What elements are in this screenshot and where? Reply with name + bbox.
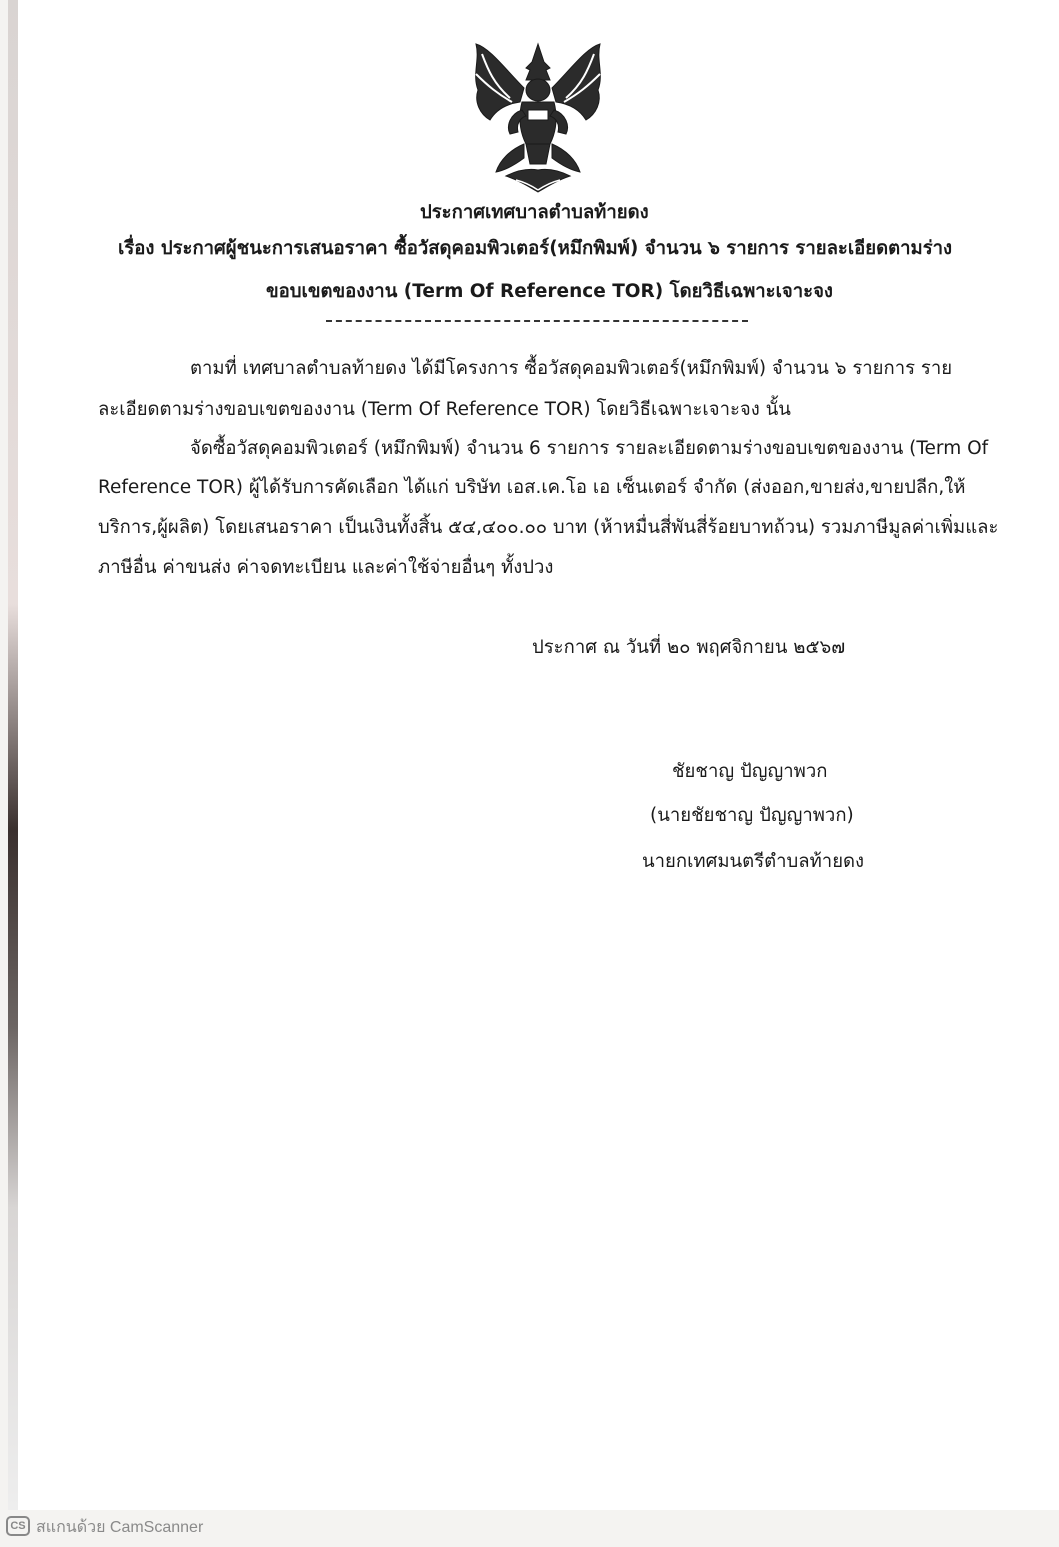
document-page	[8, 0, 1059, 1510]
paragraph-1-line-2: ละเอียดตามร่างขอบเขตของงาน (Term Of Reference TOR) โดยวิธีเฉพาะเจาะจง นั้น	[98, 399, 791, 420]
signatory-full-name: (นายชัยชาญ ปัญญาพวก)	[650, 805, 854, 826]
paragraph-2-line-1: จัดซื้อวัสดุคอมพิวเตอร์ (หมึกพิมพ์) จำนวน 6 รายการ รายละเอียดตามร่างขอบเขตของงาน (Term Of	[190, 438, 989, 459]
subject-line-1: เรื่อง ประกาศผู้ชนะการเสนอราคา ซื้อวัสดุคอมพิวเตอร์(หมึกพิมพ์) จำนวน ๖ รายการ รายละเอียดตามร่าง	[118, 238, 953, 259]
paragraph-2-line-2: Reference TOR) ผู้ได้รับการคัดเลือก ได้แก่ บริษัท เอส.เค.โอ เอ เซ็นเตอร์ จำกัด (ส่งออก,ขายส่ง,ขายปลีก,ให้	[98, 477, 966, 498]
signatory-position: นายกเทศมนตรีตำบลท้ายดง	[642, 851, 865, 872]
paragraph-2-line-3: บริการ,ผู้ผลิต) โดยเสนอราคา เป็นเงินทั้งสิ้น ๕๔,๔๐๐.๐๐ บาท (ห้าหมื่นสี่พันสี่ร้อยบาทถ้วน) รวมภาษีมูลค่าเพิ่มและ	[98, 517, 999, 538]
subject-line-2: ขอบเขตของงาน (Term Of Reference TOR) โดยวิธีเฉพาะเจาะจง	[266, 281, 833, 302]
announcement-date: ประกาศ ณ วันที่ ๒๐ พฤศจิกายน ๒๕๖๗	[532, 637, 846, 658]
divider-line	[326, 320, 748, 322]
camscanner-logo-icon: CS	[6, 1516, 30, 1536]
scan-edge-shadow	[8, 0, 18, 1510]
announcement-title: ประกาศเทศบาลตำบลท้ายดง	[420, 202, 649, 223]
signature-name: ชัยชาญ ปัญญาพวก	[672, 761, 828, 782]
camscanner-watermark: สแกนด้วย CamScanner	[36, 1519, 204, 1536]
paragraph-2-line-4: ภาษีอื่น ค่าขนส่ง ค่าจดทะเบียน และค่าใช้จ่ายอื่นๆ ทั้งปวง	[98, 557, 554, 578]
garuda-emblem-icon	[466, 40, 610, 196]
paragraph-1-line-1: ตามที่ เทศบาลตำบลท้ายดง ได้มีโครงการ ซื้อวัสดุคอมพิวเตอร์(หมึกพิมพ์) จำนวน ๖ รายการ ราย	[190, 358, 953, 379]
